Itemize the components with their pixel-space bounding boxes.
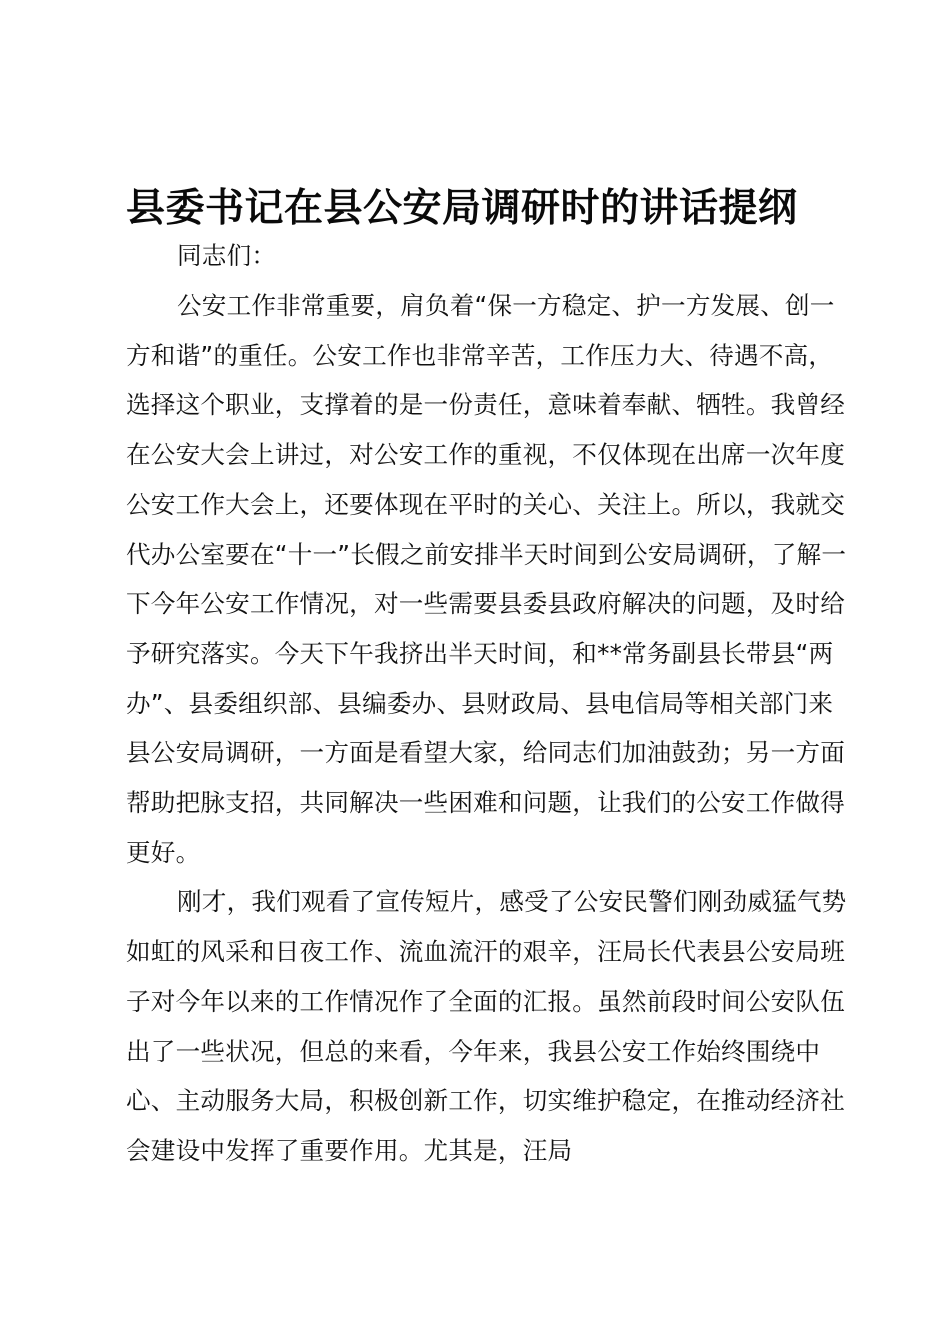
document-title: 县委书记在县公安局调研时的讲话提纲 xyxy=(126,185,798,231)
greeting-line: 同志们： xyxy=(177,241,277,270)
document-body xyxy=(126,231,850,1176)
body-paragraph-1: 公安工作非常重要，肩负着“保一方稳定、护一方发展、创一方和谐”的重任。公安工作也非常辛苦，工作压力大、待遇不高，选择这个职业，支撑着的是一份责任，意味着奉献、牺牲。我曾经在公安大会上讲过，对公安工作的重视，不仅体现在出席一次年度公安工作大会上，还要体现在平时的关心、关注上。所以，我就交代办公室要在“十一”长假之前安排半天时间到公安局调研，了解一下今年公安工作情况，对一些需要县委县政府解决的问题，及时给予研究落实。今天下午我挤出半天时间，和**常务副县长带县“两办”、县委组织部、县编委办、县财政局、县电信局等相关部门来县公安局调研，一方面是看望大家，给同志们加油鼓劲；另一方面帮助把脉支招，共同解决一些困难和问题，让我们的公安工作做得更好。 xyxy=(126,291,847,867)
body-paragraph-2: 刚才，我们观看了宣传短片，感受了公安民警们刚劲威猛气势如虹的风采和日夜工作、流血流汗的艰辛，汪局长代表县公安局班子对今年以来的工作情况作了全面的汇报。虽然前段时间公安队伍出了一些状况，但总的来看，今年来，我县公安工作始终围绕中心、主动服务大局，积极创新工作，切实维护稳定，在推动经济社会建设中发挥了重要作用。尤其是，汪局 xyxy=(126,887,847,1165)
